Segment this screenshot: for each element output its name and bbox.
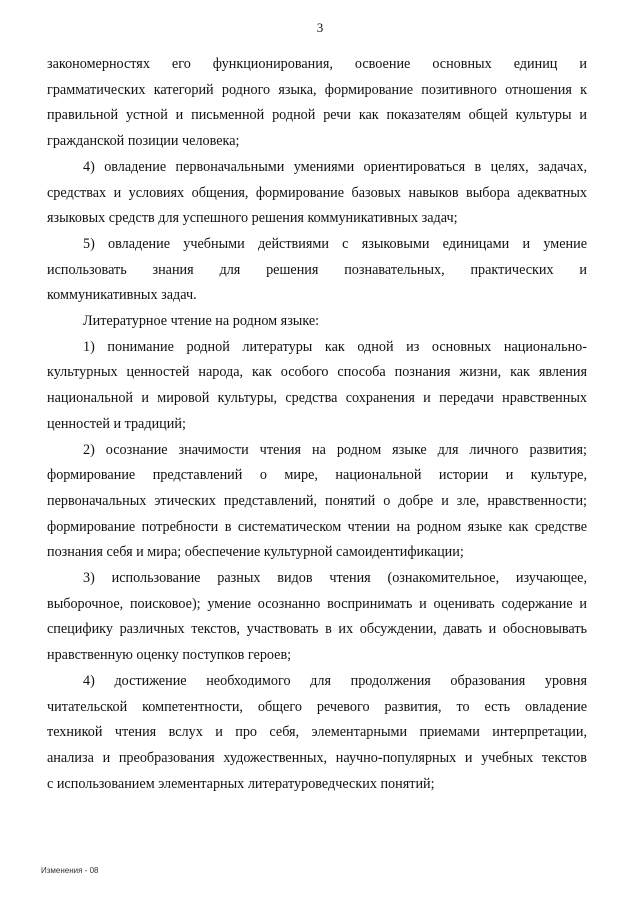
text-line: закономерностях его функционирования, освоение основных единиц и	[47, 56, 587, 72]
text-line: средствах и условиях общения, формирование базовых навыков выбора адекватных	[47, 184, 587, 201]
text-line: специфику различных текстов, участвовать в их обсуждении, давать и обосновывать	[47, 621, 587, 638]
page-number: 3	[316, 20, 324, 35]
text-line: Литературное чтение на родном языке:	[83, 313, 320, 330]
text-line: формирование представлений о мире, национальной истории и культуре,	[47, 467, 587, 484]
text-line: национальной и мировой культуры, средства сохранения и передачи нравственных	[47, 390, 587, 407]
text-line: нравственную оценку поступков героев;	[47, 647, 292, 664]
document-body	[47, 52, 587, 797]
paragraph	[47, 335, 587, 438]
text-line: познания себя и мира; обеспечение культурной самоидентификации;	[47, 544, 464, 561]
paragraph	[47, 232, 587, 309]
text-line: 1) понимание родной литературы как одной из основных национально-	[83, 338, 587, 355]
text-line: анализа и преобразования художественных, научно-популярных и учебных текстов	[47, 749, 587, 766]
text-line: грамматических категорий родного языка, формирование позитивного отношения к	[47, 81, 587, 98]
text-line: с использованием элементарных литературоведческих понятий;	[47, 775, 435, 792]
paragraph	[47, 309, 587, 335]
text-line: первоначальных этических представлений, понятий о добре и зле, нравственности;	[47, 492, 587, 509]
footer-note: Изменения - 08	[41, 866, 99, 875]
text-line: формирование потребности в систематическом чтении на родном языке как средстве	[47, 518, 587, 535]
paragraph	[47, 52, 587, 155]
text-line: культурных ценностей народа, как особого способа познания жизни, как явления	[47, 364, 587, 381]
text-line: коммуникативных задач.	[47, 287, 197, 304]
text-line: языковых средств для успешного решения коммуникативных задач;	[47, 210, 458, 227]
paragraph	[47, 438, 587, 567]
text-line: 2) осознание значимости чтения на родном языке для личного развития;	[83, 441, 587, 458]
text-line: ценностей и традиций;	[47, 415, 186, 432]
paragraph	[47, 566, 587, 669]
paragraph	[47, 669, 587, 798]
text-line: техникой чтения вслух и про себя, элементарными приемами интерпретации,	[47, 724, 587, 741]
paragraph	[47, 155, 587, 232]
text-line: читательской компетентности, общего речевого развития, то есть овладение	[47, 698, 587, 715]
text-line: 4) овладение первоначальными умениями ориентироваться в целях, задачах,	[83, 158, 587, 175]
text-line: 3) использование разных видов чтения (ознакомительное, изучающее,	[83, 570, 587, 587]
text-line: использовать знания для решения познавательных, практических и	[47, 261, 587, 278]
text-line: выборочное, поисковое); умение осознанно воспринимать и оценивать содержание и	[47, 595, 587, 612]
text-line: правильной устной и письменной родной речи как показателям общей культуры и	[47, 107, 587, 124]
text-line: 4) достижение необходимого для продолжения образования уровня	[83, 672, 587, 689]
text-line: гражданской позиции человека;	[47, 133, 240, 150]
text-line: 5) овладение учебными действиями с языковыми единицами и умение	[83, 235, 587, 252]
